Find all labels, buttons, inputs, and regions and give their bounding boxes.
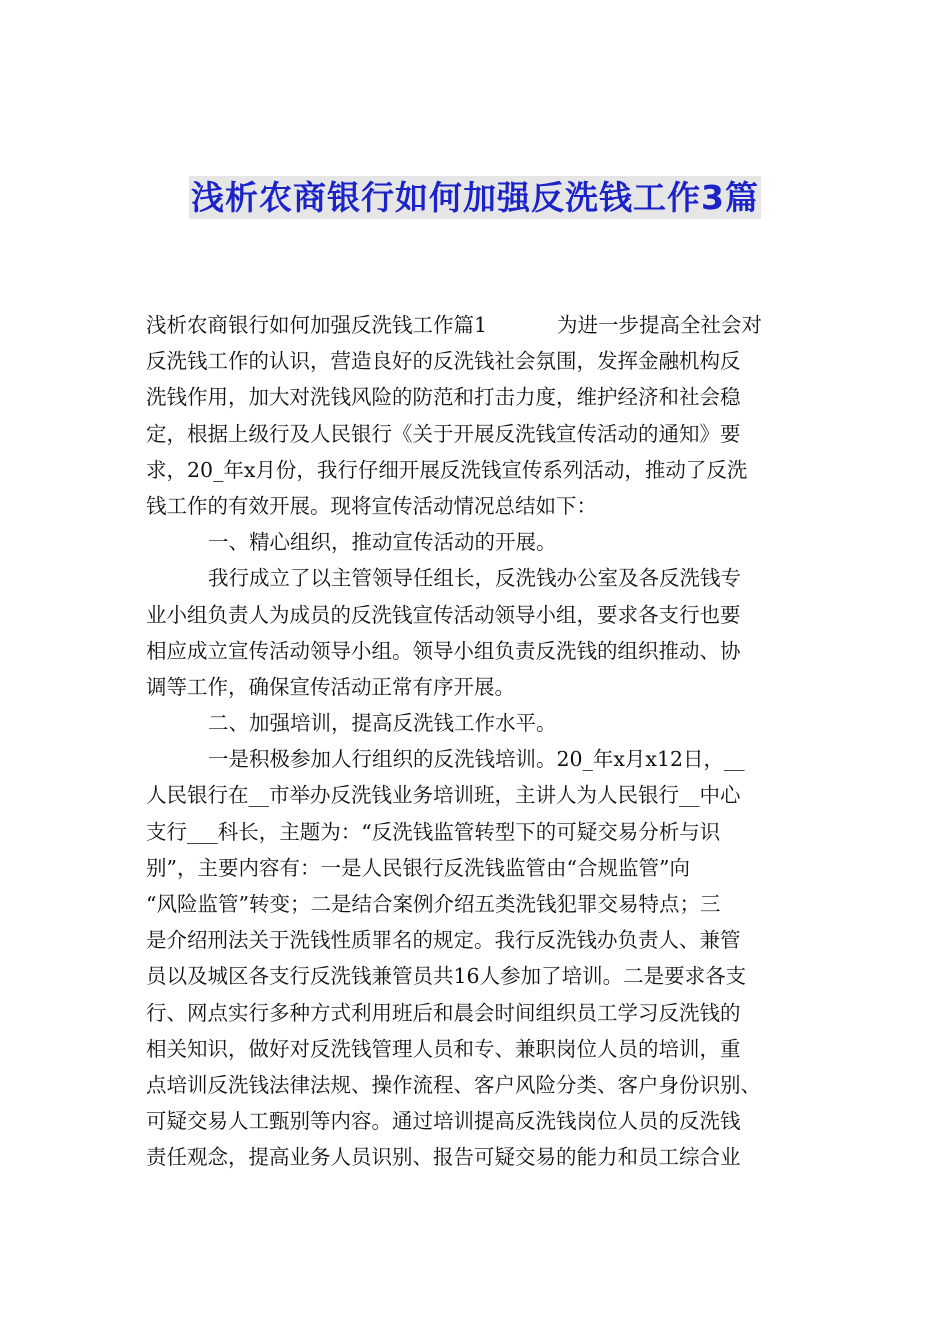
body-line: 反洗钱工作的认识，营造良好的反洗钱社会氛围，发挥金融机构反	[146, 349, 741, 374]
body-text-span: 为进一步提高全社会对	[557, 313, 763, 337]
body-line: “风险监管”转变；二是结合案例介绍五类洗钱犯罪交易特点；三	[146, 892, 721, 916]
body-line: 定，根据上级行及人民银行《关于开展反洗钱宣传活动的通知》要	[146, 421, 741, 446]
body-line: 洗钱作用，加大对洗钱风险的防范和打击力度，维护经济和社会稳	[146, 385, 741, 410]
body-line: 求，20_年x月份，我行仔细开展反洗钱宣传系列活动，推动了反洗	[146, 457, 748, 482]
section-heading: 二、加强培训，提高反洗钱工作水平。	[208, 711, 557, 736]
body-line: 是介绍刑法关于洗钱性质罪名的规定。我行反洗钱办负责人、兼管	[146, 928, 741, 953]
document-title-text: 浅析农商银行如何加强反洗钱工作3篇	[191, 178, 759, 217]
body-line: 可疑交易人工甄别等内容。通过培训提高反洗钱岗位人员的反洗钱	[146, 1109, 741, 1134]
body-line: 人民银行在__市举办反洗钱业务培训班，主讲人为人民银行__中心	[146, 783, 741, 808]
document-body	[146, 307, 812, 1176]
document-title	[0, 172, 950, 219]
body-line: 别”，主要内容有：一是人民银行反洗钱监管由“合规监管”向	[146, 855, 690, 880]
body-line: 责任观念，提高业务人员识别、报告可疑交易的能力和员工综合业	[146, 1145, 741, 1170]
section-heading-inline: 浅析农商银行如何加强反洗钱工作篇1	[146, 313, 488, 337]
body-line: 员以及城区各支行反洗钱兼管员共16人参加了培训。二是要求各支	[146, 964, 747, 989]
body-line: 我行成立了以主管领导任组长，反洗钱办公室及各反洗钱专	[208, 566, 741, 591]
body-line: 调等工作，确保宣传活动正常有序开展。	[146, 674, 515, 699]
body-line: 行、网点实行多种方式利用班后和晨会时间组织员工学习反洗钱的	[146, 1000, 741, 1025]
body-line: 业小组负责人为成员的反洗钱宣传活动领导小组，要求各支行也要	[146, 602, 741, 627]
body-line: 一是积极参加人行组织的反洗钱培训。20_年x月x12日，__	[208, 747, 745, 772]
body-line	[146, 307, 812, 343]
body-line: 相关知识，做好对反洗钱管理人员和专、兼职岗位人员的培训，重	[146, 1036, 741, 1061]
body-line: 相应成立宣传活动领导小组。领导小组负责反洗钱的组织推动、协	[146, 638, 741, 663]
section-heading: 一、精心组织，推动宣传活动的开展。	[208, 530, 557, 555]
body-line: 点培训反洗钱法律法规、操作流程、客户风险分类、客户身份识别、	[146, 1072, 761, 1097]
body-line: 支行___科长，主题为：“反洗钱监管转型下的可疑交易分析与识	[146, 819, 721, 844]
body-line: 钱工作的有效开展。现将宣传活动情况总结如下：	[146, 493, 597, 518]
